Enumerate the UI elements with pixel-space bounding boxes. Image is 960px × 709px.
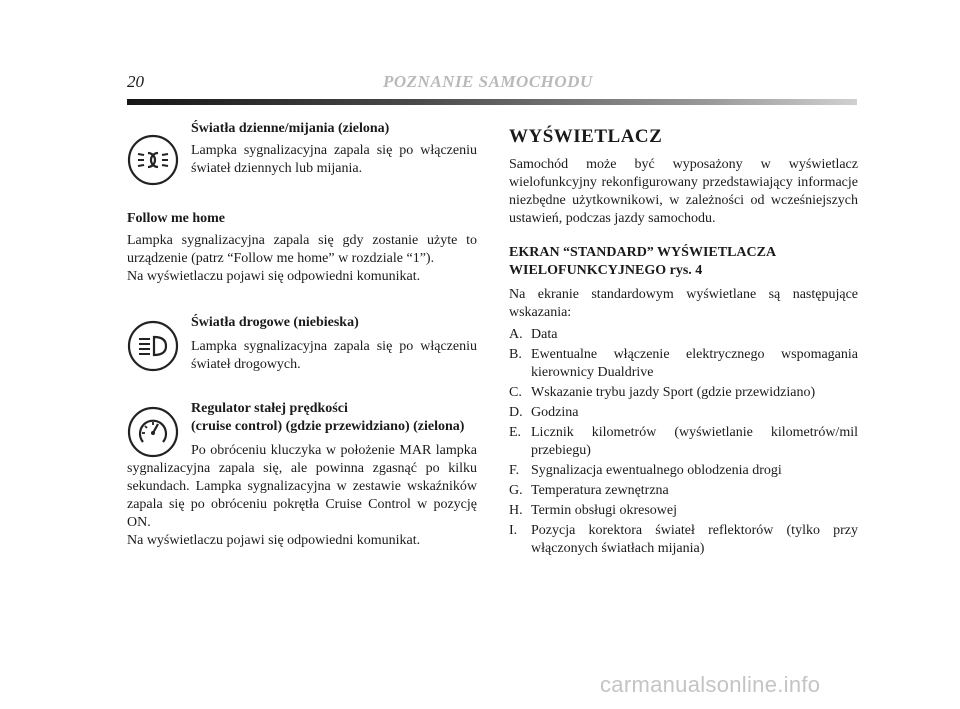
follow-me-text: Lampka sygnalizacyjna zapala się gdy zostanie użyte to urządzenie (patrz “Follow me home” w rozdziale “1”). [127,233,477,266]
list-item [509,522,858,558]
list-item-text: Termin obsługi okresowej [531,503,677,518]
display-items-list [509,326,858,558]
list-item [509,462,858,480]
dipped-beam-title: Światła dzienne/mijania (zielona) [191,121,390,136]
main-beam-lamp-icon [127,320,179,372]
dipped-beam-lamp-icon [127,134,179,186]
list-item [509,424,858,460]
dipped-beam-block [127,120,477,208]
list-item [509,346,858,382]
list-item-letter: E. [509,425,522,440]
list-item [509,404,858,422]
standard-screen-heading-2: WIELOFUNKCYJNEGO rys. 4 [509,263,703,278]
right-column [509,120,858,560]
list-item-letter: C. [509,385,522,400]
cruise-control-lamp-icon [127,406,179,458]
follow-me-text-2: Na wyświetlaczu pojawi się odpowiedni komunikat. [127,269,421,284]
header-rule [127,99,857,105]
list-item-text: Temperatura zewnętrzna [531,483,669,498]
list-item-text: Licznik kilometrów (wyświetlanie kilometrów/mil przebiegu) [531,425,858,458]
cruise-control-block [127,400,477,550]
standard-screen-heading: EKRAN “STANDARD” WYŚWIETLACZA [509,245,777,260]
follow-me-block [127,210,477,286]
main-beam-title: Światła drogowe (niebieska) [191,315,359,330]
cruise-control-title-2: (cruise control) (gdzie przewidziano) (zielona) [191,419,465,434]
list-item-letter: F. [509,463,520,478]
cruise-control-text-2: Na wyświetlaczu pojawi się odpowiedni komunikat. [127,533,421,548]
list-item-letter: B. [509,347,522,362]
display-intro: Samochód może być wyposażony w wyświetlacz wielofunkcyjny rekonfigurowany przedstawiający informacje niezbędne użytkownikowi, w zależności od wcześniejszych ustawień, podczas jazdy samochodu. [509,157,858,226]
list-item [509,384,858,402]
follow-me-title: Follow me home [127,211,225,226]
list-item-text: Godzina [531,405,579,420]
list-item-text: Wskazanie trybu jazdy Sport (gdzie przewidziano) [531,385,816,400]
list-item-text: Ewentualne włączenie elektrycznego wspomagania kierownicy Dualdrive [531,347,858,380]
main-beam-text: Lampka sygnalizacyjna zapala się po włączeniu świateł drogowych. [191,339,477,372]
list-item-text: Pozycja korektora świateł reflektorów (tylko przy włączonych światłach mijania) [531,523,858,556]
list-item-text: Sygnalizacja ewentualnego oblodzenia drogi [531,463,782,478]
list-item-letter: I. [509,523,518,538]
cruise-control-title: Regulator stałej prędkości [191,401,348,416]
list-item-letter: D. [509,405,523,420]
list-item [509,326,858,344]
left-column [127,120,477,550]
list-item-letter: A. [509,327,523,342]
list-intro: Na ekranie standardowym wyświetlane są następujące wskazania: [509,287,858,320]
list-item [509,502,858,520]
main-beam-block [127,314,477,384]
section-heading: WYŚWIETLACZ [509,126,663,147]
list-item [509,482,858,500]
list-item-letter: G. [509,483,523,498]
list-item-text: Data [531,327,558,342]
running-header: POZNANIE SAMOCHODU [383,72,593,91]
page-number: 20 [127,72,144,91]
list-item-letter: H. [509,503,523,518]
cruise-control-text: Po obróceniu kluczyka w położenie MAR lampka sygnalizacyjna zapala się, ale powinna zgasnąć po kilku sekundach. Lampka sygnalizacyjna w zestawie wskaźników zapala się po obróceniu pokrętła Cruise Control w pozycję ON. [127,443,477,530]
watermark: carmanualsonline.info [600,672,821,697]
dipped-beam-text: Lampka sygnalizacyjna zapala się po włączeniu świateł dziennych lub mijania. [191,143,477,176]
